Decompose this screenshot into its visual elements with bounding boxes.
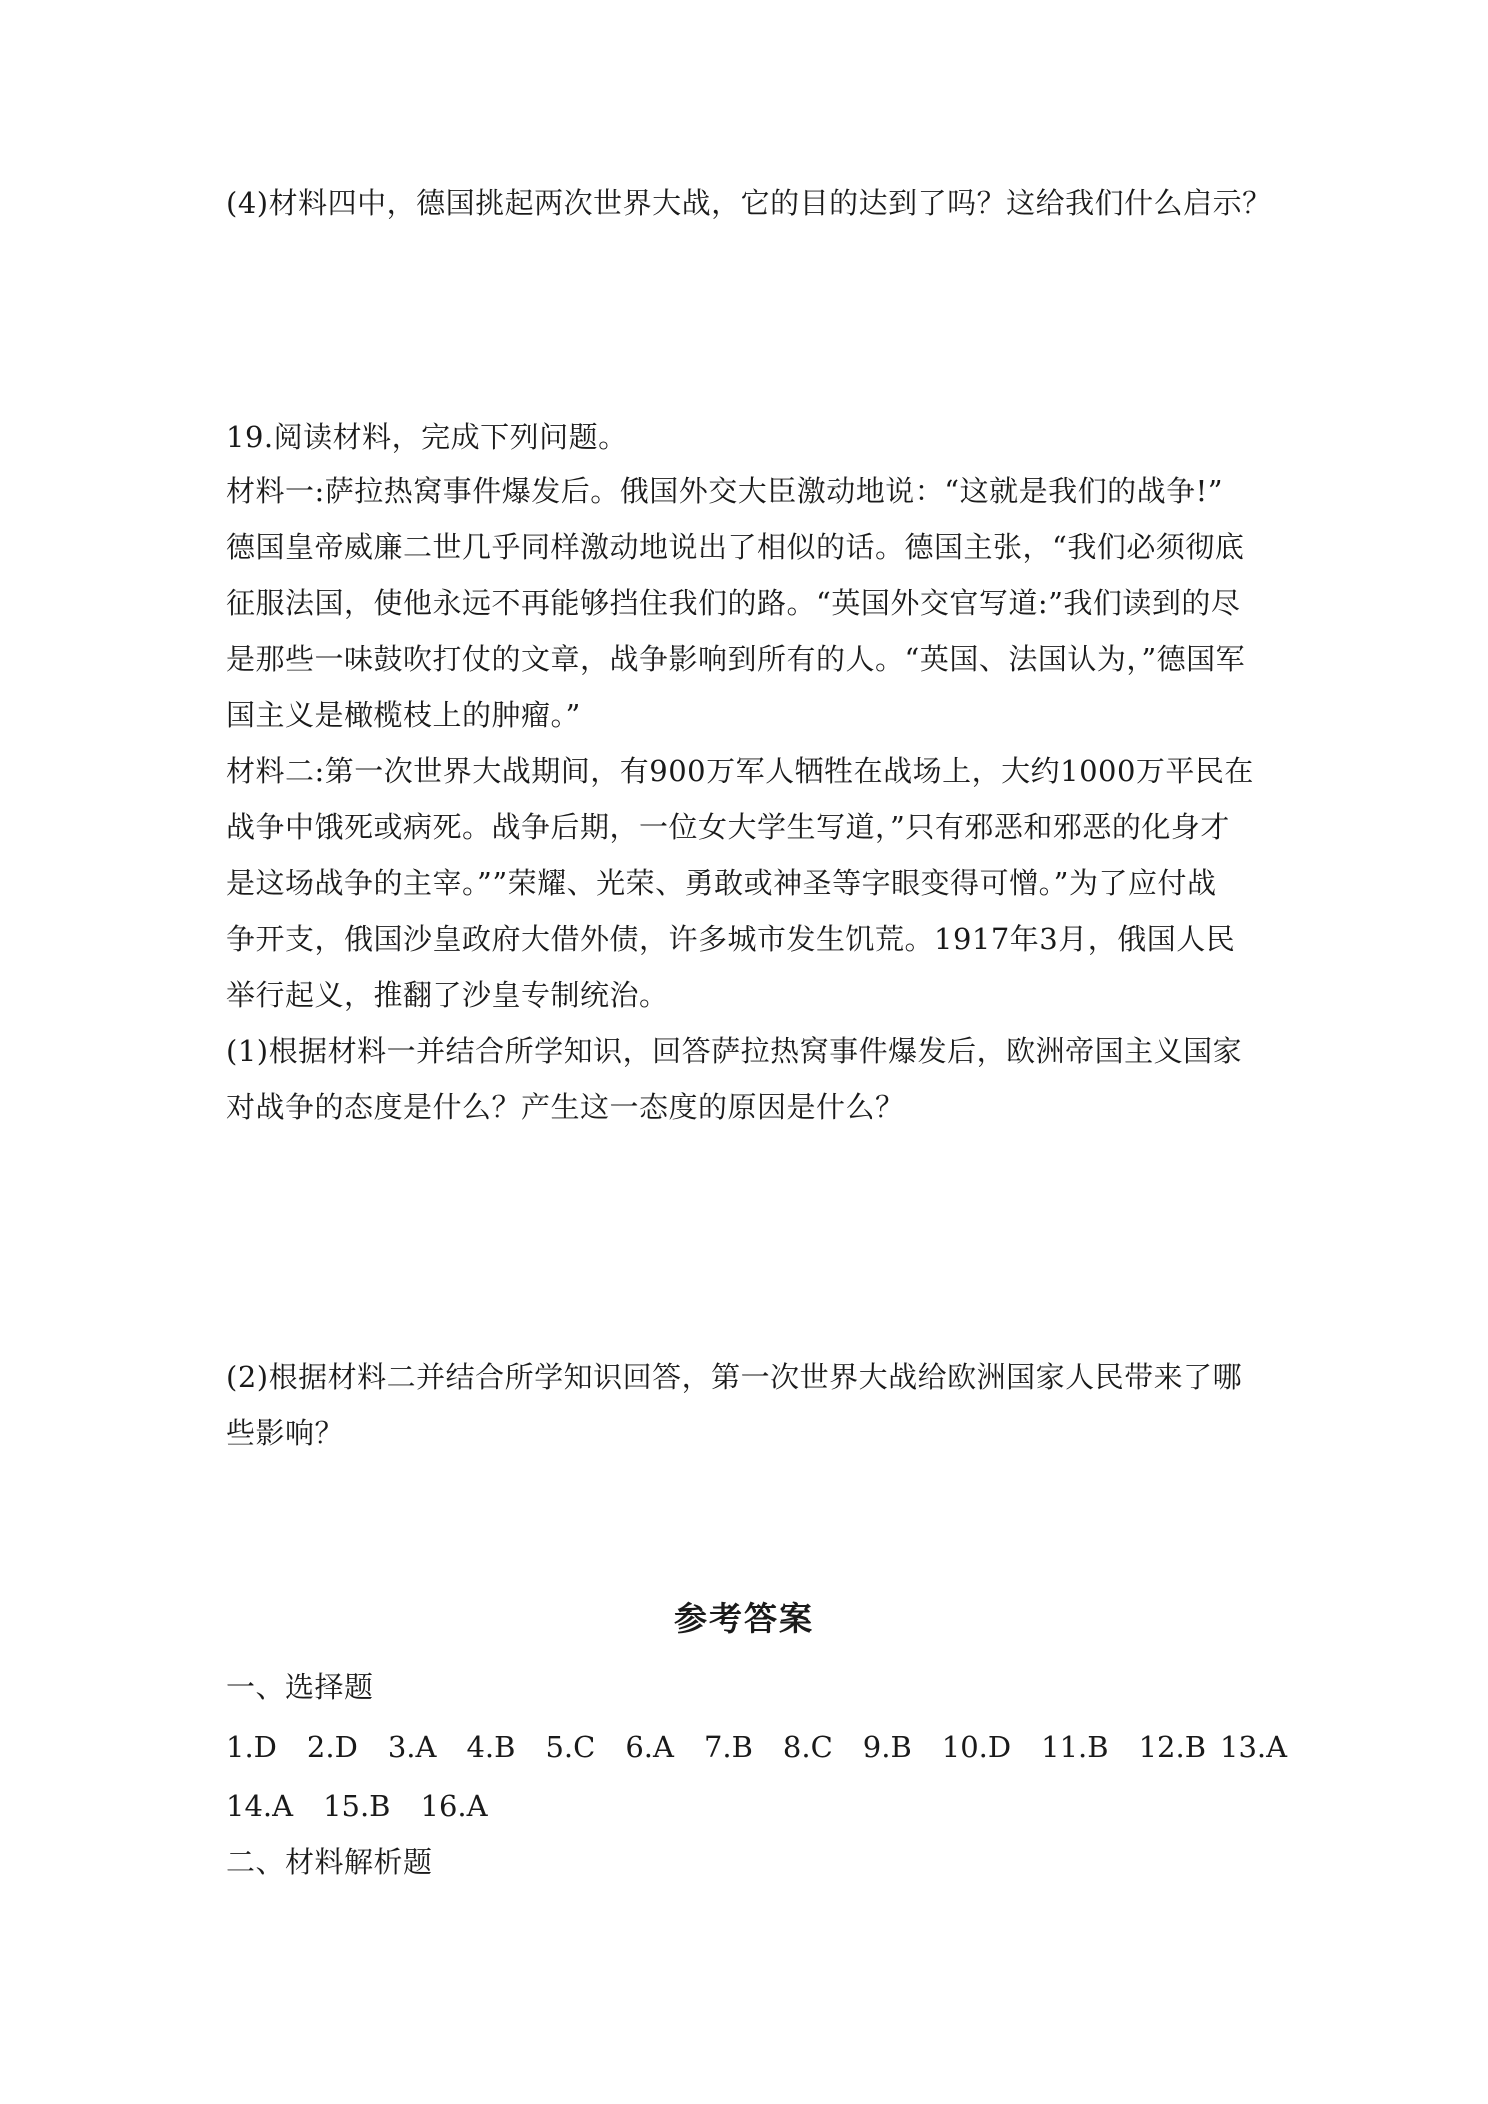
question-18-4: (4)材料四中，德国挑起两次世界大战，它的目的达到了吗？这给我们什么启示？	[226, 186, 1272, 220]
answer-item: 1.D	[226, 1730, 277, 1764]
material-1-line-1: 材料一:萨拉热窝事件爆发后。俄国外交大臣激动地说：“这就是我们的战争!”	[226, 474, 1224, 508]
material-2-line-1: 材料二:第一次世界大战期间，有900万军人牺牲在战场上，大约1000万平民在	[226, 754, 1254, 788]
answer-item: 2.D	[306, 1730, 358, 1764]
answer-item: 15.B	[323, 1789, 391, 1823]
answer-row-1	[226, 1727, 1288, 1767]
answer-item: 10.D	[941, 1730, 1012, 1764]
answer-item: 13.A	[1220, 1730, 1288, 1764]
answer-item: 7.B	[703, 1730, 753, 1764]
material-2-line-2: 战争中饿死或病死。战争后期，一位女大学生写道，”只有邪恶和邪恶的化身才	[226, 810, 1230, 844]
question-19-2-line-2: 些影响？	[226, 1416, 345, 1450]
answer-key-title: 参考答案	[674, 1599, 814, 1638]
question-19-2-line-1: (2)根据材料二并结合所学知识回答，第一次世界大战给欧洲国家人民带来了哪	[226, 1360, 1243, 1394]
answer-item: 3.A	[387, 1730, 437, 1764]
material-2-line-5: 举行起义，推翻了沙皇专制统治。	[226, 978, 669, 1012]
material-1-line-2: 德国皇帝威廉二世几乎同样激动地说出了相似的话。德国主张，“我们必须彻底	[226, 530, 1245, 564]
question-19-1-line-2: 对战争的态度是什么？产生这一态度的原因是什么？	[226, 1090, 905, 1124]
answer-section-2-title: 二、材料解析题	[226, 1845, 433, 1879]
answer-item: 5.C	[545, 1730, 596, 1764]
material-2-line-3: 是这场战争的主宰。””荣耀、光荣、勇敢或神圣等字眼变得可憎。”为了应付战	[226, 866, 1217, 900]
answer-row-2	[226, 1786, 1266, 1826]
question-19-1-line-1: (1)根据材料一并结合所学知识，回答萨拉热窝事件爆发后，欧洲帝国主义国家	[226, 1034, 1243, 1068]
question-19-intro: 19.阅读材料，完成下列问题。	[226, 420, 628, 454]
material-1-line-3: 征服法国，使他永远不再能够挡住我们的路。“英国外交官写道:”我们读到的尽	[226, 586, 1241, 620]
answer-section-1-title: 一、选择题	[226, 1670, 374, 1704]
answer-item: 16.A	[420, 1789, 488, 1823]
answer-item: 11.B	[1041, 1730, 1109, 1764]
material-1-line-5: 国主义是橄榄枝上的肿瘤。”	[226, 698, 581, 732]
answer-item: 8.C	[782, 1730, 833, 1764]
answer-item: 12.B	[1138, 1730, 1207, 1764]
answer-item: 9.B	[862, 1730, 912, 1764]
material-1-line-4: 是那些一味鼓吹打仗的文章，战争影响到所有的人。“英国、法国认为，”德国军	[226, 642, 1246, 676]
material-2-line-4: 争开支，俄国沙皇政府大借外债，许多城市发生饥荒。1917年3月，俄国人民	[226, 922, 1236, 956]
answer-item: 4.B	[466, 1730, 516, 1764]
answer-item: 14.A	[226, 1789, 294, 1823]
answer-item: 6.A	[625, 1730, 674, 1764]
